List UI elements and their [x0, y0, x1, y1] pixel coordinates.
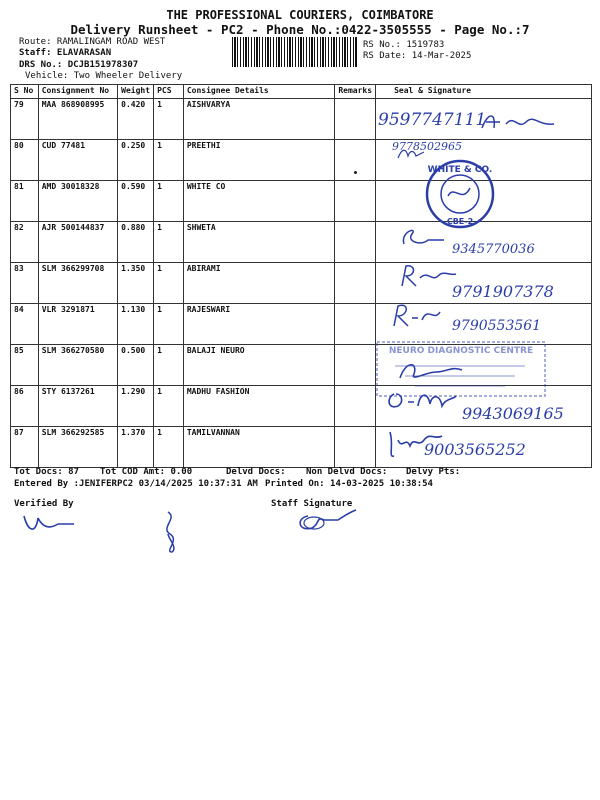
col-seal: Seal & Signature: [376, 85, 592, 99]
cell-consignee: TAMILVANNAN: [183, 427, 335, 468]
printed-on: Printed On: 14-03-2025 10:38:54: [265, 479, 433, 489]
cell-consignment: SLM 366299708: [38, 263, 117, 304]
handwritten-phone: 9345770036: [452, 242, 535, 257]
cell-remarks: [335, 386, 376, 427]
handwritten-phone: 9597747111: [378, 110, 487, 130]
verified-by-label: Verified By: [14, 499, 74, 509]
handwritten-phone: 9791907378: [452, 282, 554, 301]
handwritten-phone: 9003565252: [424, 440, 526, 459]
route: Route: RAMALINGAM ROAD WEST: [19, 37, 166, 47]
cell-weight: 0.500: [118, 345, 154, 386]
cell-remarks: [335, 304, 376, 345]
col-weight: Weight: [118, 85, 154, 99]
cell-weight: 0.590: [118, 181, 154, 222]
runsheet-title: Delivery Runsheet - PC2 - Phone No.:0422-3505555 - Page No.:7: [70, 22, 530, 37]
rs-number: RS No.: 1519783: [363, 40, 445, 50]
col-pcs: PCS: [154, 85, 184, 99]
signature-icon: [384, 386, 460, 416]
remark-dot: [354, 171, 357, 174]
cell-weight: 0.880: [118, 222, 154, 263]
signature-icon: [396, 358, 466, 384]
stamp-text: NEURO DIAGNOSTIC CENTRE: [388, 346, 534, 356]
cell-remarks: [335, 140, 376, 181]
cell-remarks: [335, 99, 376, 140]
cell-consignee: SHWETA: [183, 222, 335, 263]
cell-pcs: 1: [154, 304, 184, 345]
cell-weight: 1.350: [118, 263, 154, 304]
cell-remarks: [335, 222, 376, 263]
cell-remarks: [335, 263, 376, 304]
col-remarks: Remarks: [335, 85, 376, 99]
handwritten-phone: 9778502965: [392, 140, 462, 153]
signature-icon: [398, 222, 448, 252]
cell-consignment: STY 6137261: [38, 386, 117, 427]
cell-consignee: AISHVARYA: [183, 99, 335, 140]
rs-date: RS Date: 14-Mar-2025: [363, 51, 472, 61]
table-row: [11, 181, 592, 222]
cell-weight: 0.250: [118, 140, 154, 181]
cell-weight: 1.290: [118, 386, 154, 427]
signature-icon: [398, 262, 458, 290]
seal-city: CBE-2: [446, 217, 474, 226]
table-header-row: [11, 85, 592, 99]
signature-icon: [478, 110, 558, 136]
signature-icon: [396, 146, 426, 162]
drs-number: DRS No.: DCJB151978307: [19, 60, 139, 70]
barcode: [232, 37, 358, 67]
cell-sno: 82: [11, 222, 39, 263]
seal-text: WHITE & CO.: [427, 165, 493, 175]
cell-pcs: 1: [154, 222, 184, 263]
cell-sno: 83: [11, 263, 39, 304]
cell-sno: 87: [11, 427, 39, 468]
cell-pcs: 1: [154, 427, 184, 468]
cell-sno: 81: [11, 181, 39, 222]
cell-sno: 86: [11, 386, 39, 427]
verifier-mark-icon: [156, 508, 186, 556]
total-cod: Tot COD Amt: 0.00: [100, 467, 193, 477]
cell-sno: 85: [11, 345, 39, 386]
non-delivered-docs: Non Delvd Docs:: [306, 467, 388, 477]
handwritten-phone: 9943069165: [462, 404, 564, 423]
cell-consignee: WHITE CO: [183, 181, 335, 222]
cell-pcs: 1: [154, 140, 184, 181]
cell-consignee: ABIRAMI: [183, 263, 335, 304]
cell-remarks: [335, 427, 376, 468]
verifier-signature-icon: [18, 508, 78, 538]
handwritten-phone: 9790553561: [452, 318, 542, 334]
cell-weight: 0.420: [118, 99, 154, 140]
cell-consignment: VLR 3291871: [38, 304, 117, 345]
cell-consignee: PREETHI: [183, 140, 335, 181]
table-row: [11, 140, 592, 181]
col-consignment: Consignment No: [38, 85, 117, 99]
cell-consignment: SLM 366270580: [38, 345, 117, 386]
cell-pcs: 1: [154, 386, 184, 427]
cell-pcs: 1: [154, 99, 184, 140]
cell-sno: 84: [11, 304, 39, 345]
vehicle: Vehicle: Two Wheeler Delivery: [25, 71, 183, 81]
delivery-points: Delvy Pts:: [406, 467, 461, 477]
cell-weight: 1.130: [118, 304, 154, 345]
col-consignee: Consignee Details: [183, 85, 335, 99]
cell-consignment: AJR 500144837: [38, 222, 117, 263]
col-sno: S No: [11, 85, 39, 99]
cell-pcs: 1: [154, 181, 184, 222]
cell-consignee: MADHU FASHION: [183, 386, 335, 427]
cell-consignment: CUD 77481: [38, 140, 117, 181]
cell-pcs: 1: [154, 345, 184, 386]
staff-signature-icon: [294, 506, 358, 536]
total-docs: Tot Docs: 87: [14, 467, 80, 477]
white-co-seal: [424, 158, 496, 230]
cell-consignee: BALAJI NEURO: [183, 345, 335, 386]
cell-consignment: MAA 868908995: [38, 99, 117, 140]
cell-consignee: RAJESWARI: [183, 304, 335, 345]
cell-remarks: [335, 181, 376, 222]
delivered-docs: Delvd Docs:: [226, 467, 286, 477]
cell-sno: 79: [11, 99, 39, 140]
cell-pcs: 1: [154, 263, 184, 304]
cell-consignment: AMD 30018328: [38, 181, 117, 222]
cell-sno: 80: [11, 140, 39, 181]
cell-consignment: SLM 366292585: [38, 427, 117, 468]
staff-signature-label: Staff Signature: [271, 499, 353, 509]
signature-icon: [390, 300, 450, 330]
cell-remarks: [335, 345, 376, 386]
cell-weight: 1.370: [118, 427, 154, 468]
staff: Staff: ELAVARASAN: [19, 48, 112, 58]
entered-by: Entered By :JENIFERPC2 03/14/2025 10:37:31 AM: [14, 479, 258, 489]
company-name: THE PROFESSIONAL COURIERS, COIMBATORE: [166, 8, 434, 22]
